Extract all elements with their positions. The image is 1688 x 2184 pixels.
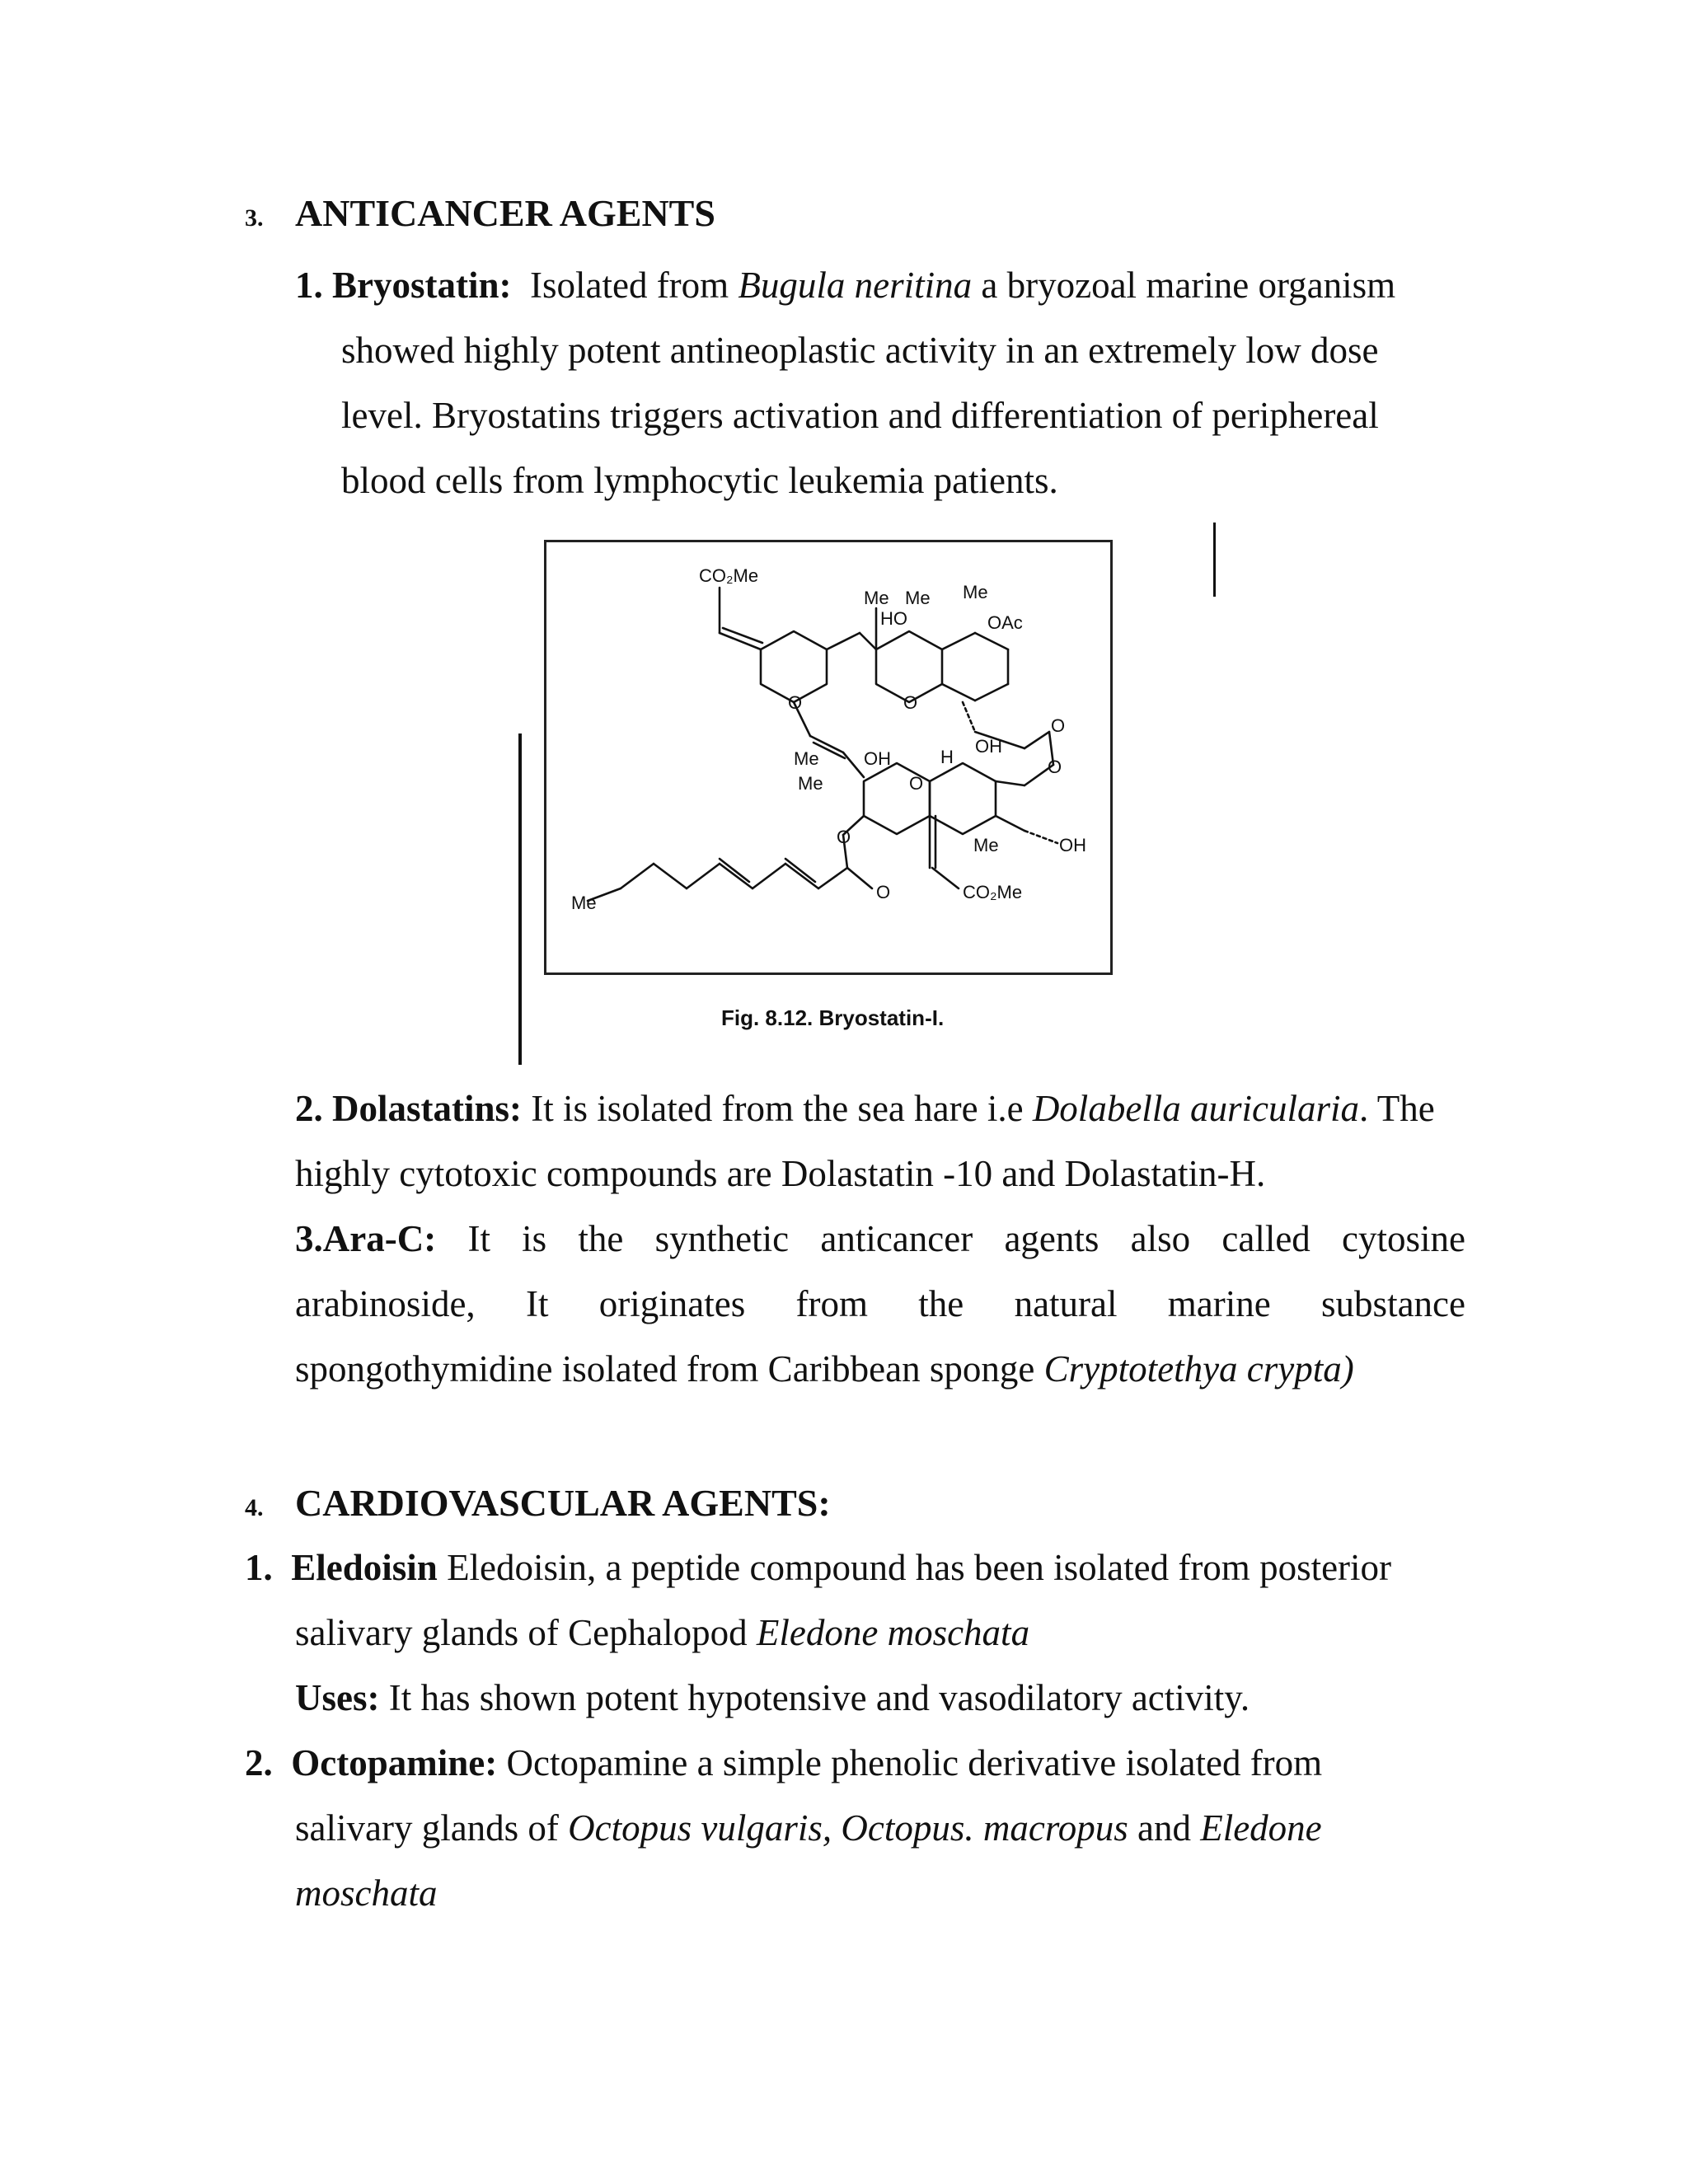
section-3-number: 3. [245,204,264,232]
bryostatin-text-b: a bryozoal marine organism [981,265,1396,306]
octopamine-species-2b: moschata [295,1872,438,1914]
bryostatin-line-2: showed highly potent antineoplastic activity in an extremely low dose [341,330,1379,371]
octopamine-and: and [1137,1807,1191,1849]
ring-d [930,763,996,834]
bryostatin-line-1 [295,252,1395,318]
label-oh-2: OH [864,748,891,769]
arac-text-a: It is the synthetic anticancer agents also called cytosine [467,1218,1466,1259]
bond [720,859,749,882]
bryostatin-structure-diagram [546,542,1110,921]
bond [1025,732,1049,748]
label-ho: HO [880,608,907,629]
bond [687,864,720,888]
eledoisin-species: Eledone moschata [756,1612,1030,1653]
bryostatin-line-4: blood cells from lymphocytic leukemia patients. [341,460,1058,501]
bond [932,868,959,888]
eledoisin-term: Eledoisin [291,1547,438,1588]
bond [942,633,975,649]
label-me-right: Me [973,835,999,855]
bond [720,864,753,888]
octopamine-number: 2. [245,1742,273,1783]
label-me-chain: Me [571,893,597,913]
dolastatins-text-b: . The [1359,1088,1435,1129]
bond [975,684,1008,701]
scan-mark-right [1213,523,1216,597]
label-h: H [940,747,954,767]
label-oh-3: OH [1059,835,1086,855]
bond [963,702,975,732]
bond [996,816,1025,831]
bond [654,864,687,888]
arac-line-3 [295,1336,1354,1402]
octopamine-text-a: Octopamine a simple phenolic derivative isolated from [506,1742,1323,1783]
dolastatins-term: 2. Dolastatins: [295,1088,523,1129]
arac-line-1 [295,1206,1465,1272]
arac-species: Cryptotethya crypta) [1043,1348,1354,1390]
bond [753,864,785,888]
eledoisin-uses-text: It has shown potent hypotensive and vasodilatory activity. [388,1677,1250,1718]
dolastatins-text-a: It is isolated from the sea hare i.e [531,1088,1024,1129]
bond [723,628,762,643]
eledoisin-number: 1. [245,1547,273,1588]
bryostatin-number: 1. [295,265,323,306]
label-o-ring-2: O [903,692,918,713]
label-co2me-top: CO₂Me [699,565,759,586]
label-me-left-2: Me [798,773,823,794]
bond [860,633,876,649]
eledoisin-line-2 [295,1600,1029,1666]
octopamine-line-1 [245,1730,1322,1796]
octopamine-line-2 [295,1795,1322,1861]
label-oh-1: OH [975,736,1002,757]
bryostatin-structure-figure [544,540,1113,975]
label-o-ring-1: O [788,692,803,713]
dolastatins-species: Dolabella auricularia [1032,1088,1360,1129]
arac-text-c: spongothymidine isolated from Caribbean sponge [295,1348,1035,1390]
figure-caption: Fig. 8.12. Bryostatin-I. [721,1005,945,1030]
eledoisin-text-b: salivary glands of Cephalopod [295,1612,748,1653]
bond [843,752,864,777]
eledoisin-text-a: Eledoisin, a peptide compound has been isolated from posterior [447,1547,1392,1588]
octopamine-species-2a: Eledone [1200,1807,1322,1849]
label-oac: OAc [987,612,1023,633]
label-o-ester-1: O [1051,715,1066,736]
bryostatin-line-3: level. Bryostatins triggers activation and differentiation of periphereal [341,395,1379,436]
octopamine-line-3 [295,1860,438,1926]
bond [847,868,872,888]
label-me-left-1: Me [794,748,819,769]
arac-line-2: arabinoside, It originates from the natural marine substance [295,1283,1465,1324]
label-me-2: Me [905,588,931,608]
octopamine-species-1: Octopus vulgaris, Octopus. macropus [568,1807,1128,1849]
eledoisin-uses [295,1665,1250,1731]
bryostatin-species: Bugula neritina [738,265,973,306]
bond [942,684,975,701]
label-me-1: Me [864,588,889,608]
bond [1025,831,1057,843]
octopamine-term: Octopamine: [291,1742,498,1783]
section-4-heading: CARDIOVASCULAR AGENTS: [295,1482,831,1524]
eledoisin-line-1 [245,1535,1391,1601]
dolastatins-line-1 [295,1076,1435,1141]
bond [785,859,815,882]
dolastatins-line-2: highly cytotoxic compounds are Dolastatin -10 and Dolastatin-H. [295,1153,1266,1194]
label-o-carbonyl: O [876,882,891,902]
bond [827,633,860,649]
label-co2me-bottom: CO₂Me [963,882,1023,902]
bryostatin-term: Bryostatin: [332,265,512,306]
octopamine-text-b: salivary glands of [295,1807,559,1849]
scan-edge-line [518,733,522,1065]
bryostatin-text-a: Isolated from [530,265,729,306]
bond [621,864,654,888]
bond [818,868,847,888]
bond [996,781,1025,785]
bond [975,633,1008,649]
bond [785,864,818,888]
section-3-heading: ANTICANCER AGENTS [295,192,715,234]
label-o-side: O [837,827,851,847]
eledoisin-uses-label: Uses: [295,1677,380,1718]
label-me-3: Me [963,582,988,602]
label-o-ester-2: O [1048,757,1062,777]
label-o-ring-3: O [909,773,924,794]
section-4-number: 4. [245,1494,264,1521]
arac-term: 3.Ara-C: [295,1218,437,1259]
